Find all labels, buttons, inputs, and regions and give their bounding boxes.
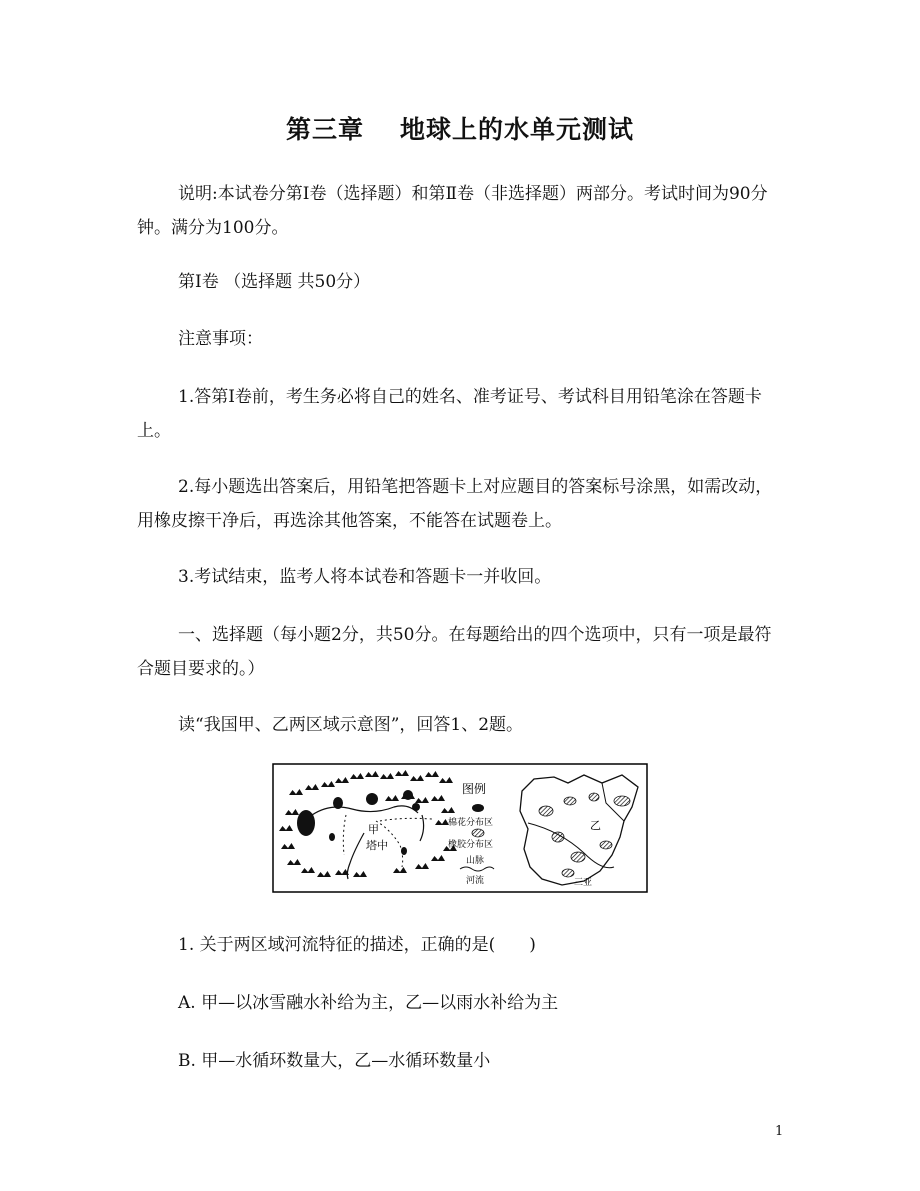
region-map-figure (272, 763, 648, 893)
legend-title: 图例 (462, 782, 487, 796)
chapter-number: 第三章 (285, 115, 364, 144)
region-yi-label: 乙 (590, 819, 601, 832)
legend-cotton-label: 棉花分布区 (448, 818, 494, 828)
question-1-stem: 1. 关于两区域河流特征的描述，正确的是( ) (178, 935, 536, 955)
map-prompt: 读“我国甲、乙两区域示意图”，回答1、2题。 (178, 715, 524, 735)
sanya-label: 三亚 (574, 878, 593, 888)
chapter-name: 地球上的水单元测试 (400, 115, 635, 144)
page-number: 1 (775, 1124, 784, 1139)
part1-heading: 一、选择题（每小题2分，共50分。在每题给出的四个选项中，只有一项是最符合题目要求的。） (137, 625, 772, 679)
legend-rubber-label: 橡胶分布区 (448, 840, 494, 850)
legend-river-label: 河流 (466, 876, 485, 886)
notice-item-1: 1.答第Ⅰ卷前，考生务必将自己的姓名、准考证号、考试科目用铅笔涂在答题卡上。 (137, 387, 762, 441)
notice-item-2: 2.每小题选出答案后，用铅笔把答题卡上对应题目的答案标号涂黑，如需改动，用橡皮擦干净后，再选涂其他答案，不能答在试题卷上。 (137, 477, 773, 531)
question-1-option-a: A. 甲—以冰雪融水补给为主，乙—以雨水补给为主 (178, 993, 559, 1013)
tarim-label: 塔中 (366, 839, 388, 852)
question-1-option-b: B. 甲—水循环数量大，乙—水循环数量小 (178, 1051, 491, 1071)
intro-paragraph: 说明:本试卷分第Ⅰ卷（选择题）和第Ⅱ卷（非选择题）两部分。考试时间为90分钟。满分为100分。 (137, 184, 768, 238)
section1-heading: 第Ⅰ卷 （选择题 共50分） (178, 272, 371, 292)
notice-heading: 注意事项： (178, 329, 263, 349)
region-jia-label: 甲 (368, 823, 379, 836)
legend-rubber-symbol (472, 829, 484, 837)
page-title (0, 110, 920, 146)
legend-cotton-symbol (472, 804, 484, 812)
legend-mountain-label: 山脉 (466, 856, 485, 866)
notice-item-3: 3.考试结束，监考人将本试卷和答题卡一并收回。 (178, 567, 552, 587)
